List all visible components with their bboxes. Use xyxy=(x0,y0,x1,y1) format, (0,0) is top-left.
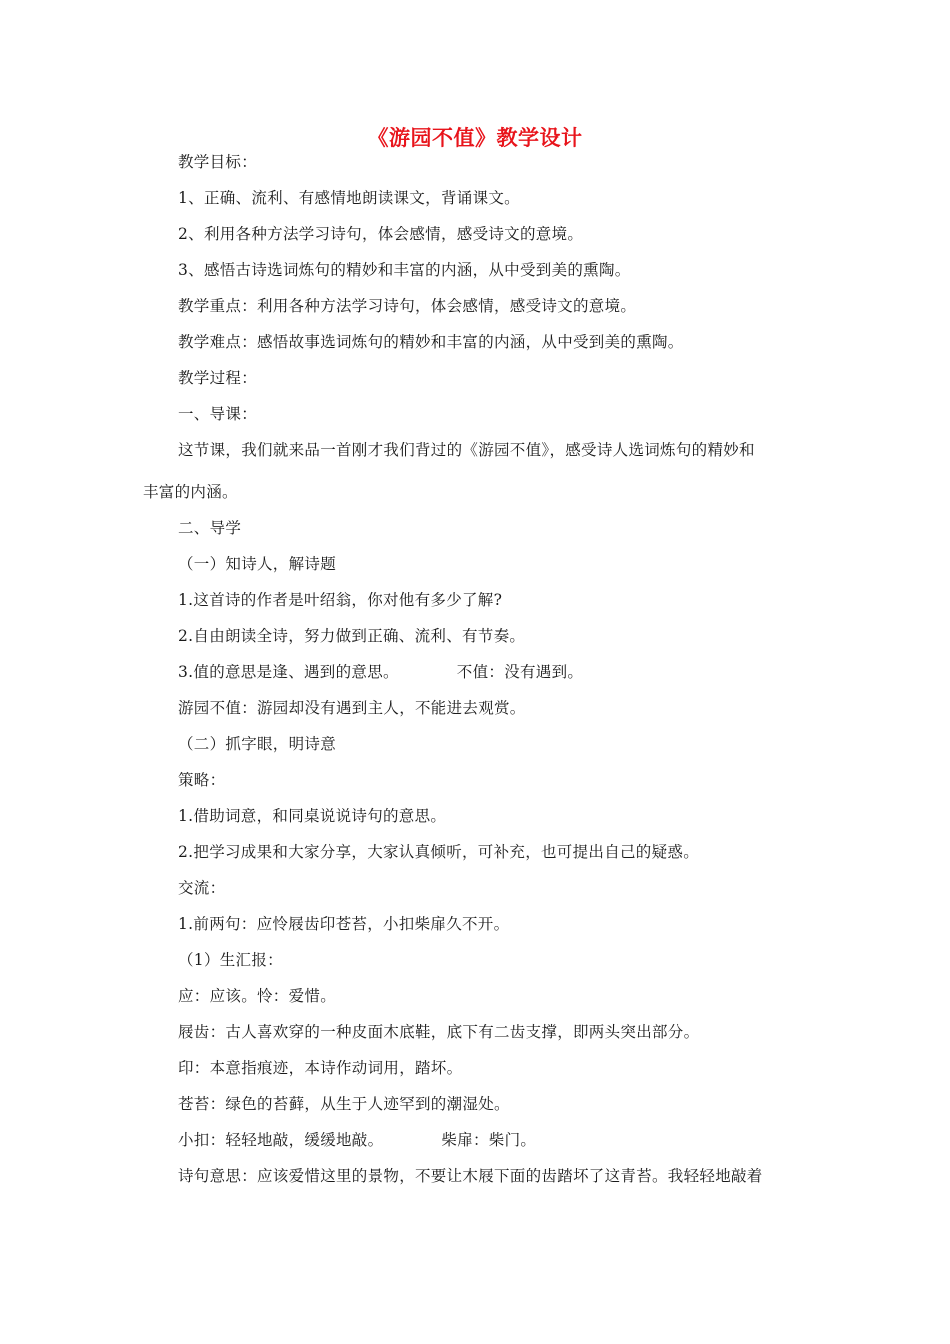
heading-objectives: 教学目标： xyxy=(178,153,258,171)
document-title: 《游园不值》教学设计 xyxy=(367,126,583,150)
gloss-yin: 印：本意指痕迹，本诗作动词用，踏坏。 xyxy=(178,1059,463,1077)
strategy-2: 2.把学习成果和大家分享，大家认真倾听，可补充，也可提出自己的疑惑。 xyxy=(178,843,699,861)
subsection-2-heading: （二）抓字眼，明诗意 xyxy=(178,735,337,753)
exchange-heading: 交流： xyxy=(178,879,226,897)
gloss-cangtai: 苍苔：绿色的苔藓，从生于人迹罕到的潮湿处。 xyxy=(178,1095,510,1113)
objective-2: 2、利用各种方法学习诗句，体会感情，感受诗文的意境。 xyxy=(178,225,584,243)
strategy-1: 1.借助词意，和同桌说说诗句的意思。 xyxy=(178,807,447,825)
key-point: 教学重点：利用各种方法学习诗句，体会感情，感受诗文的意境。 xyxy=(178,297,637,315)
gloss-jichi: 屐齿：古人喜欢穿的一种皮面木底鞋，底下有二齿支撑，即两头突出部分。 xyxy=(178,1023,700,1041)
section-2-heading: 二、导学 xyxy=(178,519,242,537)
step-3-text: 3.值的意思是逢、遇到的意思。 xyxy=(178,663,399,681)
strategy-heading: 策略： xyxy=(178,771,226,789)
subsection-1-heading: （一）知诗人，解诗题 xyxy=(178,555,337,573)
verse-meaning: 诗句意思：应该爱惜这里的景物，不要让木屐下面的齿踏坏了这青苔。我轻轻地敲着 xyxy=(178,1167,763,1185)
difficult-point: 教学难点：感悟故事选词炼句的精妙和丰富的内涵，从中受到美的熏陶。 xyxy=(178,333,684,351)
step-2: 2.自由朗读全诗，努力做到正确、流利、有节奏。 xyxy=(178,627,526,645)
heading-process: 教学过程： xyxy=(178,369,258,387)
intro-paragraph: 这节课，我们就来品一首刚才我们背过的《游园不值》，感受诗人选词炼句的精妙和 xyxy=(178,441,755,459)
gloss-chaifei: 柴扉：柴门。 xyxy=(441,1131,537,1149)
intro-paragraph-cont: 丰富的内涵。 xyxy=(143,483,238,501)
step-3-note: 不值：没有遇到。 xyxy=(456,663,584,681)
student-report: （1）生汇报： xyxy=(178,951,283,969)
gloss-xiaokou-chaifei xyxy=(178,1130,536,1150)
gloss-ying-lian: 应：应该。怜：爱惜。 xyxy=(178,987,337,1005)
objective-1: 1、正确、流利、有感情地朗读课文，背诵课文。 xyxy=(178,189,520,207)
step-3 xyxy=(178,662,583,682)
gloss-xiaokou: 小扣：轻轻地敲，缓缓地敲。 xyxy=(178,1131,384,1149)
section-1-heading: 一、导课： xyxy=(178,405,258,423)
step-1: 1.这首诗的作者是叶绍翁，你对他有多少了解? xyxy=(178,591,503,609)
title-meaning: 游园不值：游园却没有遇到主人，不能进去观赏。 xyxy=(178,699,526,717)
objective-3: 3、感悟古诗选词炼句的精妙和丰富的内涵，从中受到美的熏陶。 xyxy=(178,261,631,279)
first-two-lines: 1.前两句：应怜屐齿印苍苔，小扣柴扉久不开。 xyxy=(178,915,510,933)
